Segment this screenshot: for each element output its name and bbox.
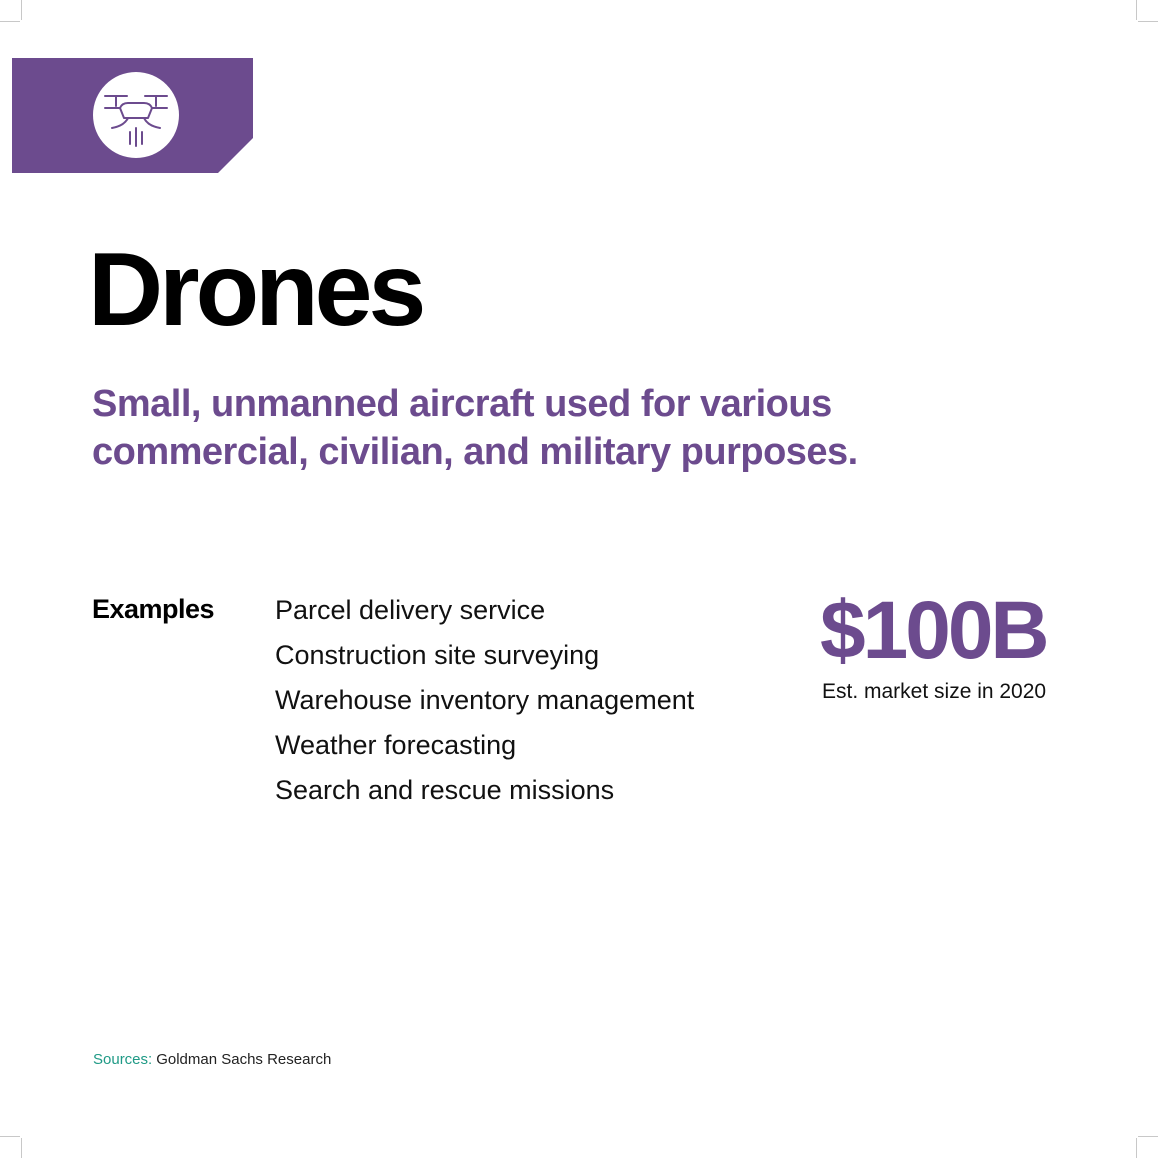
examples-list	[275, 594, 694, 819]
crop-mark	[21, 0, 22, 20]
sources-label: Sources:	[93, 1051, 153, 1068]
market-size-caption: Est. market size in 2020	[822, 680, 1047, 703]
list-item: Construction site surveying	[275, 640, 600, 670]
crop-mark	[0, 21, 20, 22]
list-item: Search and rescue missions	[275, 775, 615, 805]
crop-mark	[1138, 21, 1158, 22]
crop-mark	[1136, 1138, 1137, 1158]
crop-mark	[1136, 0, 1137, 20]
crop-mark	[21, 1138, 22, 1158]
list-item: Warehouse inventory management	[275, 685, 695, 715]
list-item: Parcel delivery service	[275, 595, 546, 625]
crop-mark	[1138, 1136, 1158, 1137]
market-size-value: $100B	[820, 585, 1047, 676]
page-title: Drones	[88, 232, 423, 348]
crop-mark	[0, 1136, 20, 1137]
sources-note	[93, 1051, 331, 1068]
sources-text: Goldman Sachs Research	[156, 1051, 332, 1068]
header-banner	[12, 58, 253, 173]
examples-label: Examples	[92, 594, 215, 624]
page-subtitle: Small, unmanned aircraft used for various commercial, civilian, and military purposes.	[92, 383, 858, 473]
list-item: Weather forecasting	[275, 730, 517, 760]
